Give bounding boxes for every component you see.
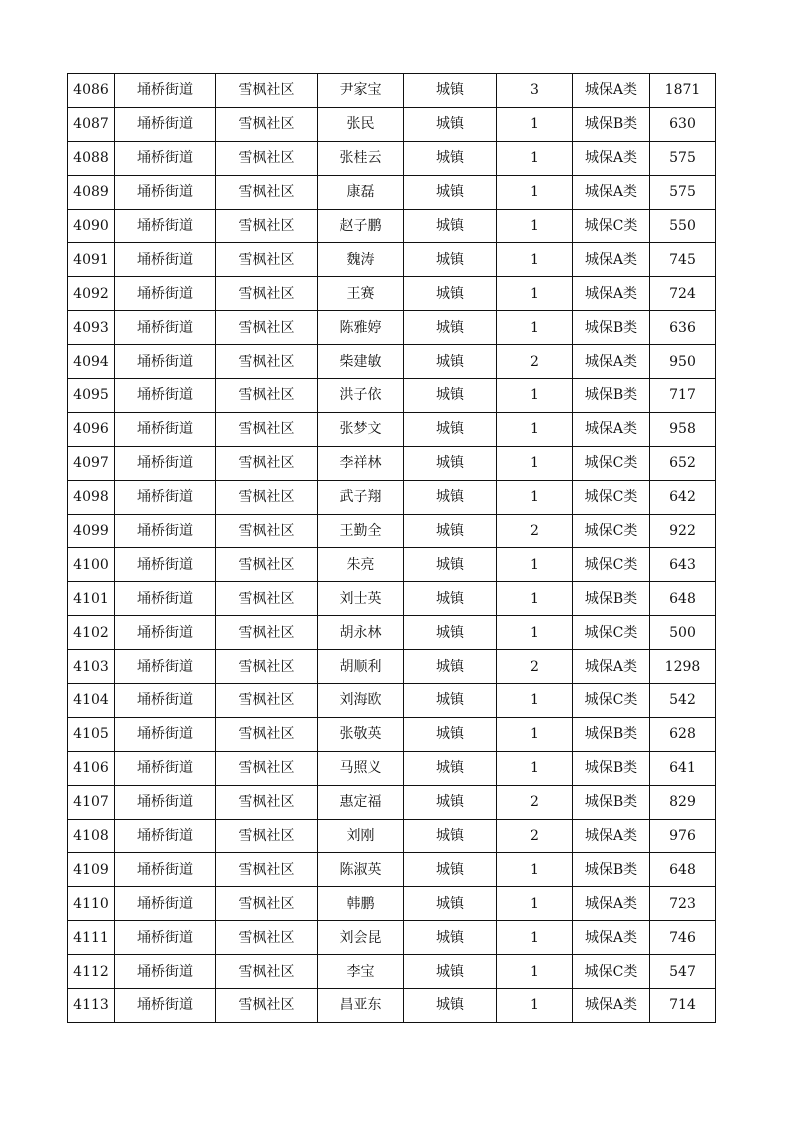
category-cell: 城保B类 <box>573 853 650 887</box>
street-cell: 埇桥街道 <box>115 412 216 446</box>
category-cell: 城保C类 <box>573 514 650 548</box>
amount-cell: 542 <box>650 684 716 718</box>
street-cell: 埇桥街道 <box>115 514 216 548</box>
area-type-cell: 城镇 <box>404 853 497 887</box>
household-count-cell: 2 <box>497 785 573 819</box>
name-cell: 王赛 <box>318 277 404 311</box>
table-row <box>68 175 716 209</box>
table-row <box>68 819 716 853</box>
record-id-cell: 4092 <box>68 277 115 311</box>
street-cell: 埇桥街道 <box>115 616 216 650</box>
street-cell: 埇桥街道 <box>115 955 216 989</box>
household-count-cell: 1 <box>497 548 573 582</box>
category-cell: 城保C类 <box>573 446 650 480</box>
category-cell: 城保A类 <box>573 887 650 921</box>
record-id-cell: 4090 <box>68 209 115 243</box>
table-row <box>68 921 716 955</box>
table-row <box>68 548 716 582</box>
table-row <box>68 853 716 887</box>
amount-cell: 641 <box>650 751 716 785</box>
community-cell: 雪枫社区 <box>216 955 318 989</box>
name-cell: 刘士英 <box>318 582 404 616</box>
table-row <box>68 785 716 819</box>
amount-cell: 648 <box>650 582 716 616</box>
amount-cell: 652 <box>650 446 716 480</box>
record-id-cell: 4096 <box>68 412 115 446</box>
household-count-cell: 1 <box>497 412 573 446</box>
area-type-cell: 城镇 <box>404 989 497 1023</box>
name-cell: 惠定福 <box>318 785 404 819</box>
category-cell: 城保A类 <box>573 277 650 311</box>
name-cell: 洪子依 <box>318 379 404 413</box>
table-row <box>68 684 716 718</box>
household-count-cell: 2 <box>497 514 573 548</box>
community-cell: 雪枫社区 <box>216 751 318 785</box>
record-id-cell: 4091 <box>68 243 115 277</box>
area-type-cell: 城镇 <box>404 684 497 718</box>
record-id-cell: 4108 <box>68 819 115 853</box>
area-type-cell: 城镇 <box>404 311 497 345</box>
amount-cell: 976 <box>650 819 716 853</box>
community-cell: 雪枫社区 <box>216 921 318 955</box>
name-cell: 昌亚东 <box>318 989 404 1023</box>
household-count-cell: 1 <box>497 989 573 1023</box>
amount-cell: 648 <box>650 853 716 887</box>
community-cell: 雪枫社区 <box>216 514 318 548</box>
name-cell: 武子翔 <box>318 480 404 514</box>
record-id-cell: 4110 <box>68 887 115 921</box>
community-cell: 雪枫社区 <box>216 175 318 209</box>
area-type-cell: 城镇 <box>404 616 497 650</box>
community-cell: 雪枫社区 <box>216 74 318 108</box>
category-cell: 城保A类 <box>573 243 650 277</box>
record-id-cell: 4104 <box>68 684 115 718</box>
table-row <box>68 514 716 548</box>
street-cell: 埇桥街道 <box>115 480 216 514</box>
table-row <box>68 480 716 514</box>
table-row <box>68 989 716 1023</box>
street-cell: 埇桥街道 <box>115 853 216 887</box>
record-id-cell: 4102 <box>68 616 115 650</box>
record-id-cell: 4098 <box>68 480 115 514</box>
street-cell: 埇桥街道 <box>115 311 216 345</box>
category-cell: 城保B类 <box>573 107 650 141</box>
record-id-cell: 4101 <box>68 582 115 616</box>
street-cell: 埇桥街道 <box>115 921 216 955</box>
community-cell: 雪枫社区 <box>216 582 318 616</box>
area-type-cell: 城镇 <box>404 243 497 277</box>
amount-cell: 643 <box>650 548 716 582</box>
record-id-cell: 4100 <box>68 548 115 582</box>
household-count-cell: 1 <box>497 277 573 311</box>
name-cell: 柴建敏 <box>318 345 404 379</box>
name-cell: 张民 <box>318 107 404 141</box>
community-cell: 雪枫社区 <box>216 616 318 650</box>
community-cell: 雪枫社区 <box>216 243 318 277</box>
street-cell: 埇桥街道 <box>115 819 216 853</box>
community-cell: 雪枫社区 <box>216 650 318 684</box>
record-id-cell: 4097 <box>68 446 115 480</box>
record-id-cell: 4089 <box>68 175 115 209</box>
amount-cell: 958 <box>650 412 716 446</box>
household-count-cell: 1 <box>497 446 573 480</box>
table-row <box>68 277 716 311</box>
household-count-cell: 1 <box>497 107 573 141</box>
street-cell: 埇桥街道 <box>115 141 216 175</box>
name-cell: 魏涛 <box>318 243 404 277</box>
area-type-cell: 城镇 <box>404 175 497 209</box>
area-type-cell: 城镇 <box>404 345 497 379</box>
area-type-cell: 城镇 <box>404 412 497 446</box>
name-cell: 陈雅婷 <box>318 311 404 345</box>
category-cell: 城保B类 <box>573 582 650 616</box>
household-count-cell: 1 <box>497 379 573 413</box>
street-cell: 埇桥街道 <box>115 717 216 751</box>
amount-cell: 950 <box>650 345 716 379</box>
street-cell: 埇桥街道 <box>115 887 216 921</box>
household-count-cell: 1 <box>497 751 573 785</box>
table-body <box>68 74 716 1023</box>
community-cell: 雪枫社区 <box>216 785 318 819</box>
amount-cell: 636 <box>650 311 716 345</box>
record-id-cell: 4106 <box>68 751 115 785</box>
name-cell: 刘刚 <box>318 819 404 853</box>
record-id-cell: 4111 <box>68 921 115 955</box>
household-count-cell: 1 <box>497 480 573 514</box>
record-id-cell: 4095 <box>68 379 115 413</box>
street-cell: 埇桥街道 <box>115 107 216 141</box>
category-cell: 城保C类 <box>573 616 650 650</box>
record-id-cell: 4105 <box>68 717 115 751</box>
record-id-cell: 4086 <box>68 74 115 108</box>
street-cell: 埇桥街道 <box>115 175 216 209</box>
area-type-cell: 城镇 <box>404 819 497 853</box>
amount-cell: 550 <box>650 209 716 243</box>
record-id-cell: 4088 <box>68 141 115 175</box>
household-count-cell: 1 <box>497 887 573 921</box>
household-count-cell: 1 <box>497 175 573 209</box>
table-row <box>68 141 716 175</box>
table-row <box>68 650 716 684</box>
area-type-cell: 城镇 <box>404 141 497 175</box>
community-cell: 雪枫社区 <box>216 684 318 718</box>
amount-cell: 575 <box>650 175 716 209</box>
area-type-cell: 城镇 <box>404 514 497 548</box>
record-id-cell: 4107 <box>68 785 115 819</box>
category-cell: 城保A类 <box>573 650 650 684</box>
street-cell: 埇桥街道 <box>115 684 216 718</box>
category-cell: 城保A类 <box>573 175 650 209</box>
community-cell: 雪枫社区 <box>216 277 318 311</box>
area-type-cell: 城镇 <box>404 955 497 989</box>
amount-cell: 922 <box>650 514 716 548</box>
name-cell: 张桂云 <box>318 141 404 175</box>
name-cell: 王勤全 <box>318 514 404 548</box>
household-count-cell: 1 <box>497 853 573 887</box>
name-cell: 李祥林 <box>318 446 404 480</box>
table-row <box>68 582 716 616</box>
area-type-cell: 城镇 <box>404 209 497 243</box>
street-cell: 埇桥街道 <box>115 277 216 311</box>
category-cell: 城保B类 <box>573 785 650 819</box>
table-row <box>68 887 716 921</box>
table-row <box>68 209 716 243</box>
area-type-cell: 城镇 <box>404 717 497 751</box>
amount-cell: 500 <box>650 616 716 650</box>
community-cell: 雪枫社区 <box>216 853 318 887</box>
household-count-cell: 1 <box>497 921 573 955</box>
name-cell: 李宝 <box>318 955 404 989</box>
name-cell: 朱亮 <box>318 548 404 582</box>
community-cell: 雪枫社区 <box>216 446 318 480</box>
area-type-cell: 城镇 <box>404 74 497 108</box>
record-id-cell: 4093 <box>68 311 115 345</box>
category-cell: 城保C类 <box>573 480 650 514</box>
category-cell: 城保A类 <box>573 921 650 955</box>
records-table <box>67 73 716 1023</box>
category-cell: 城保B类 <box>573 379 650 413</box>
name-cell: 张敬英 <box>318 717 404 751</box>
record-id-cell: 4094 <box>68 345 115 379</box>
community-cell: 雪枫社区 <box>216 989 318 1023</box>
category-cell: 城保A类 <box>573 345 650 379</box>
area-type-cell: 城镇 <box>404 107 497 141</box>
area-type-cell: 城镇 <box>404 887 497 921</box>
name-cell: 马照义 <box>318 751 404 785</box>
household-count-cell: 1 <box>497 209 573 243</box>
community-cell: 雪枫社区 <box>216 548 318 582</box>
household-count-cell: 1 <box>497 582 573 616</box>
street-cell: 埇桥街道 <box>115 345 216 379</box>
amount-cell: 724 <box>650 277 716 311</box>
table-row <box>68 751 716 785</box>
amount-cell: 642 <box>650 480 716 514</box>
table-row <box>68 345 716 379</box>
street-cell: 埇桥街道 <box>115 785 216 819</box>
street-cell: 埇桥街道 <box>115 650 216 684</box>
amount-cell: 547 <box>650 955 716 989</box>
category-cell: 城保A类 <box>573 989 650 1023</box>
street-cell: 埇桥街道 <box>115 446 216 480</box>
household-count-cell: 2 <box>497 650 573 684</box>
category-cell: 城保B类 <box>573 751 650 785</box>
category-cell: 城保A类 <box>573 819 650 853</box>
amount-cell: 630 <box>650 107 716 141</box>
record-id-cell: 4087 <box>68 107 115 141</box>
street-cell: 埇桥街道 <box>115 243 216 277</box>
category-cell: 城保C类 <box>573 209 650 243</box>
category-cell: 城保A类 <box>573 141 650 175</box>
name-cell: 韩鹏 <box>318 887 404 921</box>
household-count-cell: 1 <box>497 616 573 650</box>
amount-cell: 746 <box>650 921 716 955</box>
amount-cell: 714 <box>650 989 716 1023</box>
household-count-cell: 1 <box>497 141 573 175</box>
table-row <box>68 243 716 277</box>
record-id-cell: 4103 <box>68 650 115 684</box>
household-count-cell: 2 <box>497 345 573 379</box>
area-type-cell: 城镇 <box>404 548 497 582</box>
name-cell: 康磊 <box>318 175 404 209</box>
table-row <box>68 446 716 480</box>
category-cell: 城保B类 <box>573 717 650 751</box>
amount-cell: 829 <box>650 785 716 819</box>
community-cell: 雪枫社区 <box>216 209 318 243</box>
record-id-cell: 4099 <box>68 514 115 548</box>
table-row <box>68 74 716 108</box>
area-type-cell: 城镇 <box>404 785 497 819</box>
community-cell: 雪枫社区 <box>216 412 318 446</box>
street-cell: 埇桥街道 <box>115 379 216 413</box>
household-count-cell: 1 <box>497 717 573 751</box>
area-type-cell: 城镇 <box>404 379 497 413</box>
household-count-cell: 2 <box>497 819 573 853</box>
name-cell: 张梦文 <box>318 412 404 446</box>
amount-cell: 745 <box>650 243 716 277</box>
area-type-cell: 城镇 <box>404 582 497 616</box>
community-cell: 雪枫社区 <box>216 141 318 175</box>
amount-cell: 575 <box>650 141 716 175</box>
name-cell: 胡永林 <box>318 616 404 650</box>
amount-cell: 1298 <box>650 650 716 684</box>
street-cell: 埇桥街道 <box>115 989 216 1023</box>
street-cell: 埇桥街道 <box>115 548 216 582</box>
name-cell: 尹家宝 <box>318 74 404 108</box>
community-cell: 雪枫社区 <box>216 480 318 514</box>
community-cell: 雪枫社区 <box>216 345 318 379</box>
community-cell: 雪枫社区 <box>216 379 318 413</box>
household-count-cell: 1 <box>497 243 573 277</box>
name-cell: 刘会昆 <box>318 921 404 955</box>
amount-cell: 1871 <box>650 74 716 108</box>
street-cell: 埇桥街道 <box>115 751 216 785</box>
community-cell: 雪枫社区 <box>216 107 318 141</box>
household-count-cell: 1 <box>497 311 573 345</box>
table-row <box>68 107 716 141</box>
area-type-cell: 城镇 <box>404 480 497 514</box>
amount-cell: 723 <box>650 887 716 921</box>
table-row <box>68 311 716 345</box>
name-cell: 胡顺利 <box>318 650 404 684</box>
record-id-cell: 4109 <box>68 853 115 887</box>
category-cell: 城保C类 <box>573 548 650 582</box>
name-cell: 赵子鹏 <box>318 209 404 243</box>
community-cell: 雪枫社区 <box>216 717 318 751</box>
household-count-cell: 3 <box>497 74 573 108</box>
area-type-cell: 城镇 <box>404 277 497 311</box>
household-count-cell: 1 <box>497 955 573 989</box>
street-cell: 埇桥街道 <box>115 582 216 616</box>
category-cell: 城保A类 <box>573 74 650 108</box>
category-cell: 城保C类 <box>573 684 650 718</box>
category-cell: 城保C类 <box>573 955 650 989</box>
area-type-cell: 城镇 <box>404 446 497 480</box>
name-cell: 陈淑英 <box>318 853 404 887</box>
record-id-cell: 4112 <box>68 955 115 989</box>
table-row <box>68 717 716 751</box>
area-type-cell: 城镇 <box>404 650 497 684</box>
table-row <box>68 379 716 413</box>
amount-cell: 628 <box>650 717 716 751</box>
street-cell: 埇桥街道 <box>115 209 216 243</box>
table-row <box>68 616 716 650</box>
community-cell: 雪枫社区 <box>216 819 318 853</box>
category-cell: 城保B类 <box>573 311 650 345</box>
table-row <box>68 955 716 989</box>
community-cell: 雪枫社区 <box>216 887 318 921</box>
amount-cell: 717 <box>650 379 716 413</box>
name-cell: 刘海欧 <box>318 684 404 718</box>
area-type-cell: 城镇 <box>404 921 497 955</box>
record-id-cell: 4113 <box>68 989 115 1023</box>
category-cell: 城保A类 <box>573 412 650 446</box>
street-cell: 埇桥街道 <box>115 74 216 108</box>
household-count-cell: 1 <box>497 684 573 718</box>
table-row <box>68 412 716 446</box>
area-type-cell: 城镇 <box>404 751 497 785</box>
community-cell: 雪枫社区 <box>216 311 318 345</box>
